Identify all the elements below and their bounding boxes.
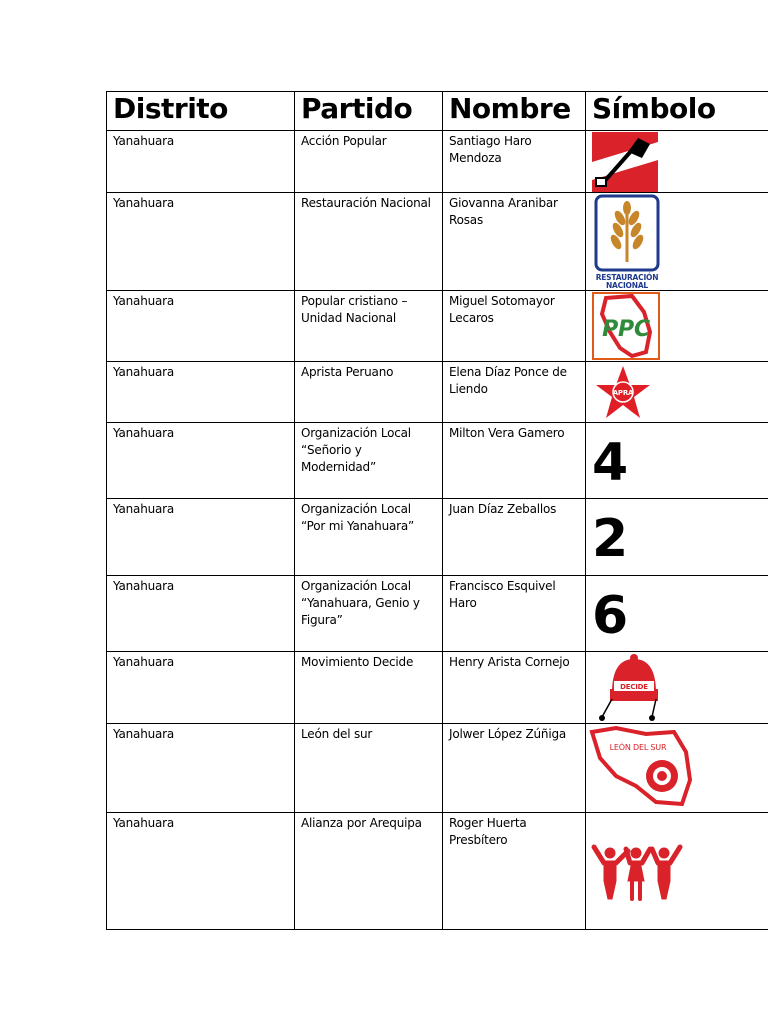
cell-nombre: Santiago Haro Mendoza [443,131,586,193]
shovel-flag-icon [592,132,658,192]
table-row [107,362,768,423]
people-arms-up-icon [590,841,700,911]
cell-nombre: Giovanna Aranibar Rosas [443,193,586,291]
cell-distrito: Yanahuara [107,576,295,652]
cell-nombre: Henry Arista Cornejo [443,652,586,724]
cell-nombre: Milton Vera Gamero [443,423,586,499]
table-row [107,193,768,291]
symbol-number: 4 [592,433,628,493]
svg-text:DECIDE: DECIDE [620,683,648,691]
cell-partido: Popular cristiano – Unidad Nacional [295,291,443,362]
svg-text:LEÓN DEL SUR: LEÓN DEL SUR [609,743,667,752]
cell-nombre: Jolwer López Zúñiga [443,724,586,813]
cell-simbolo [586,724,768,813]
table-row [107,291,768,362]
cell-simbolo [586,813,768,930]
cell-distrito: Yanahuara [107,652,295,724]
cell-simbolo [586,131,768,193]
table-row [107,576,768,652]
svg-text:NACIONAL: NACIONAL [605,281,649,290]
cell-partido: Acción Popular [295,131,443,193]
table-row [107,724,768,813]
symbol-number: 6 [592,586,628,646]
wheat-icon [592,194,662,290]
header-nombre: Nombre [443,92,586,131]
cell-simbolo [586,576,768,652]
header-row [107,92,768,131]
cell-simbolo [586,291,768,362]
cell-nombre: Juan Díaz Zeballos [443,499,586,576]
cell-distrito: Yanahuara [107,193,295,291]
svg-text:PPC: PPC [602,317,650,342]
table-row [107,652,768,724]
cell-distrito: Yanahuara [107,131,295,193]
cell-distrito: Yanahuara [107,423,295,499]
svg-text:RESTAURACIÓN: RESTAURACIÓN [595,273,659,282]
header-distrito: Distrito [107,92,295,131]
cell-partido: Organización Local “Señorio y Modernidad” [295,423,443,499]
cell-distrito: Yanahuara [107,724,295,813]
cell-simbolo [586,423,768,499]
header-simbolo: Símbolo [586,92,768,131]
cell-partido: León del sur [295,724,443,813]
cell-simbolo [586,193,768,291]
apra-star-icon [592,364,654,422]
table-row [107,813,768,930]
table-row [107,131,768,193]
cell-distrito: Yanahuara [107,362,295,423]
cell-nombre: Miguel Sotomayor Lecaros [443,291,586,362]
cell-simbolo [586,362,768,423]
cell-nombre: Roger Huerta Presbítero [443,813,586,930]
cell-simbolo [586,499,768,576]
cell-partido: Organización Local “Por mi Yanahuara” [295,499,443,576]
cell-partido: Alianza por Arequipa [295,813,443,930]
cell-distrito: Yanahuara [107,813,295,930]
ppc-map-icon [592,292,660,360]
cell-partido: Organización Local “Yanahuara, Genio y Figura” [295,576,443,652]
table-row [107,423,768,499]
candidates-table [106,91,768,930]
chullo-hat-icon [594,653,666,723]
cell-partido: Restauración Nacional [295,193,443,291]
cell-nombre: Elena Díaz Ponce de Liendo [443,362,586,423]
cell-partido: Movimiento Decide [295,652,443,724]
symbol-number: 2 [592,509,628,569]
cell-nombre: Francisco Esquivel Haro [443,576,586,652]
header-partido: Partido [295,92,443,131]
cell-simbolo [586,652,768,724]
cell-partido: Aprista Peruano [295,362,443,423]
cell-distrito: Yanahuara [107,499,295,576]
lion-map-icon [586,724,696,813]
svg-text:APRA: APRA [612,389,634,397]
table-row [107,499,768,576]
cell-distrito: Yanahuara [107,291,295,362]
